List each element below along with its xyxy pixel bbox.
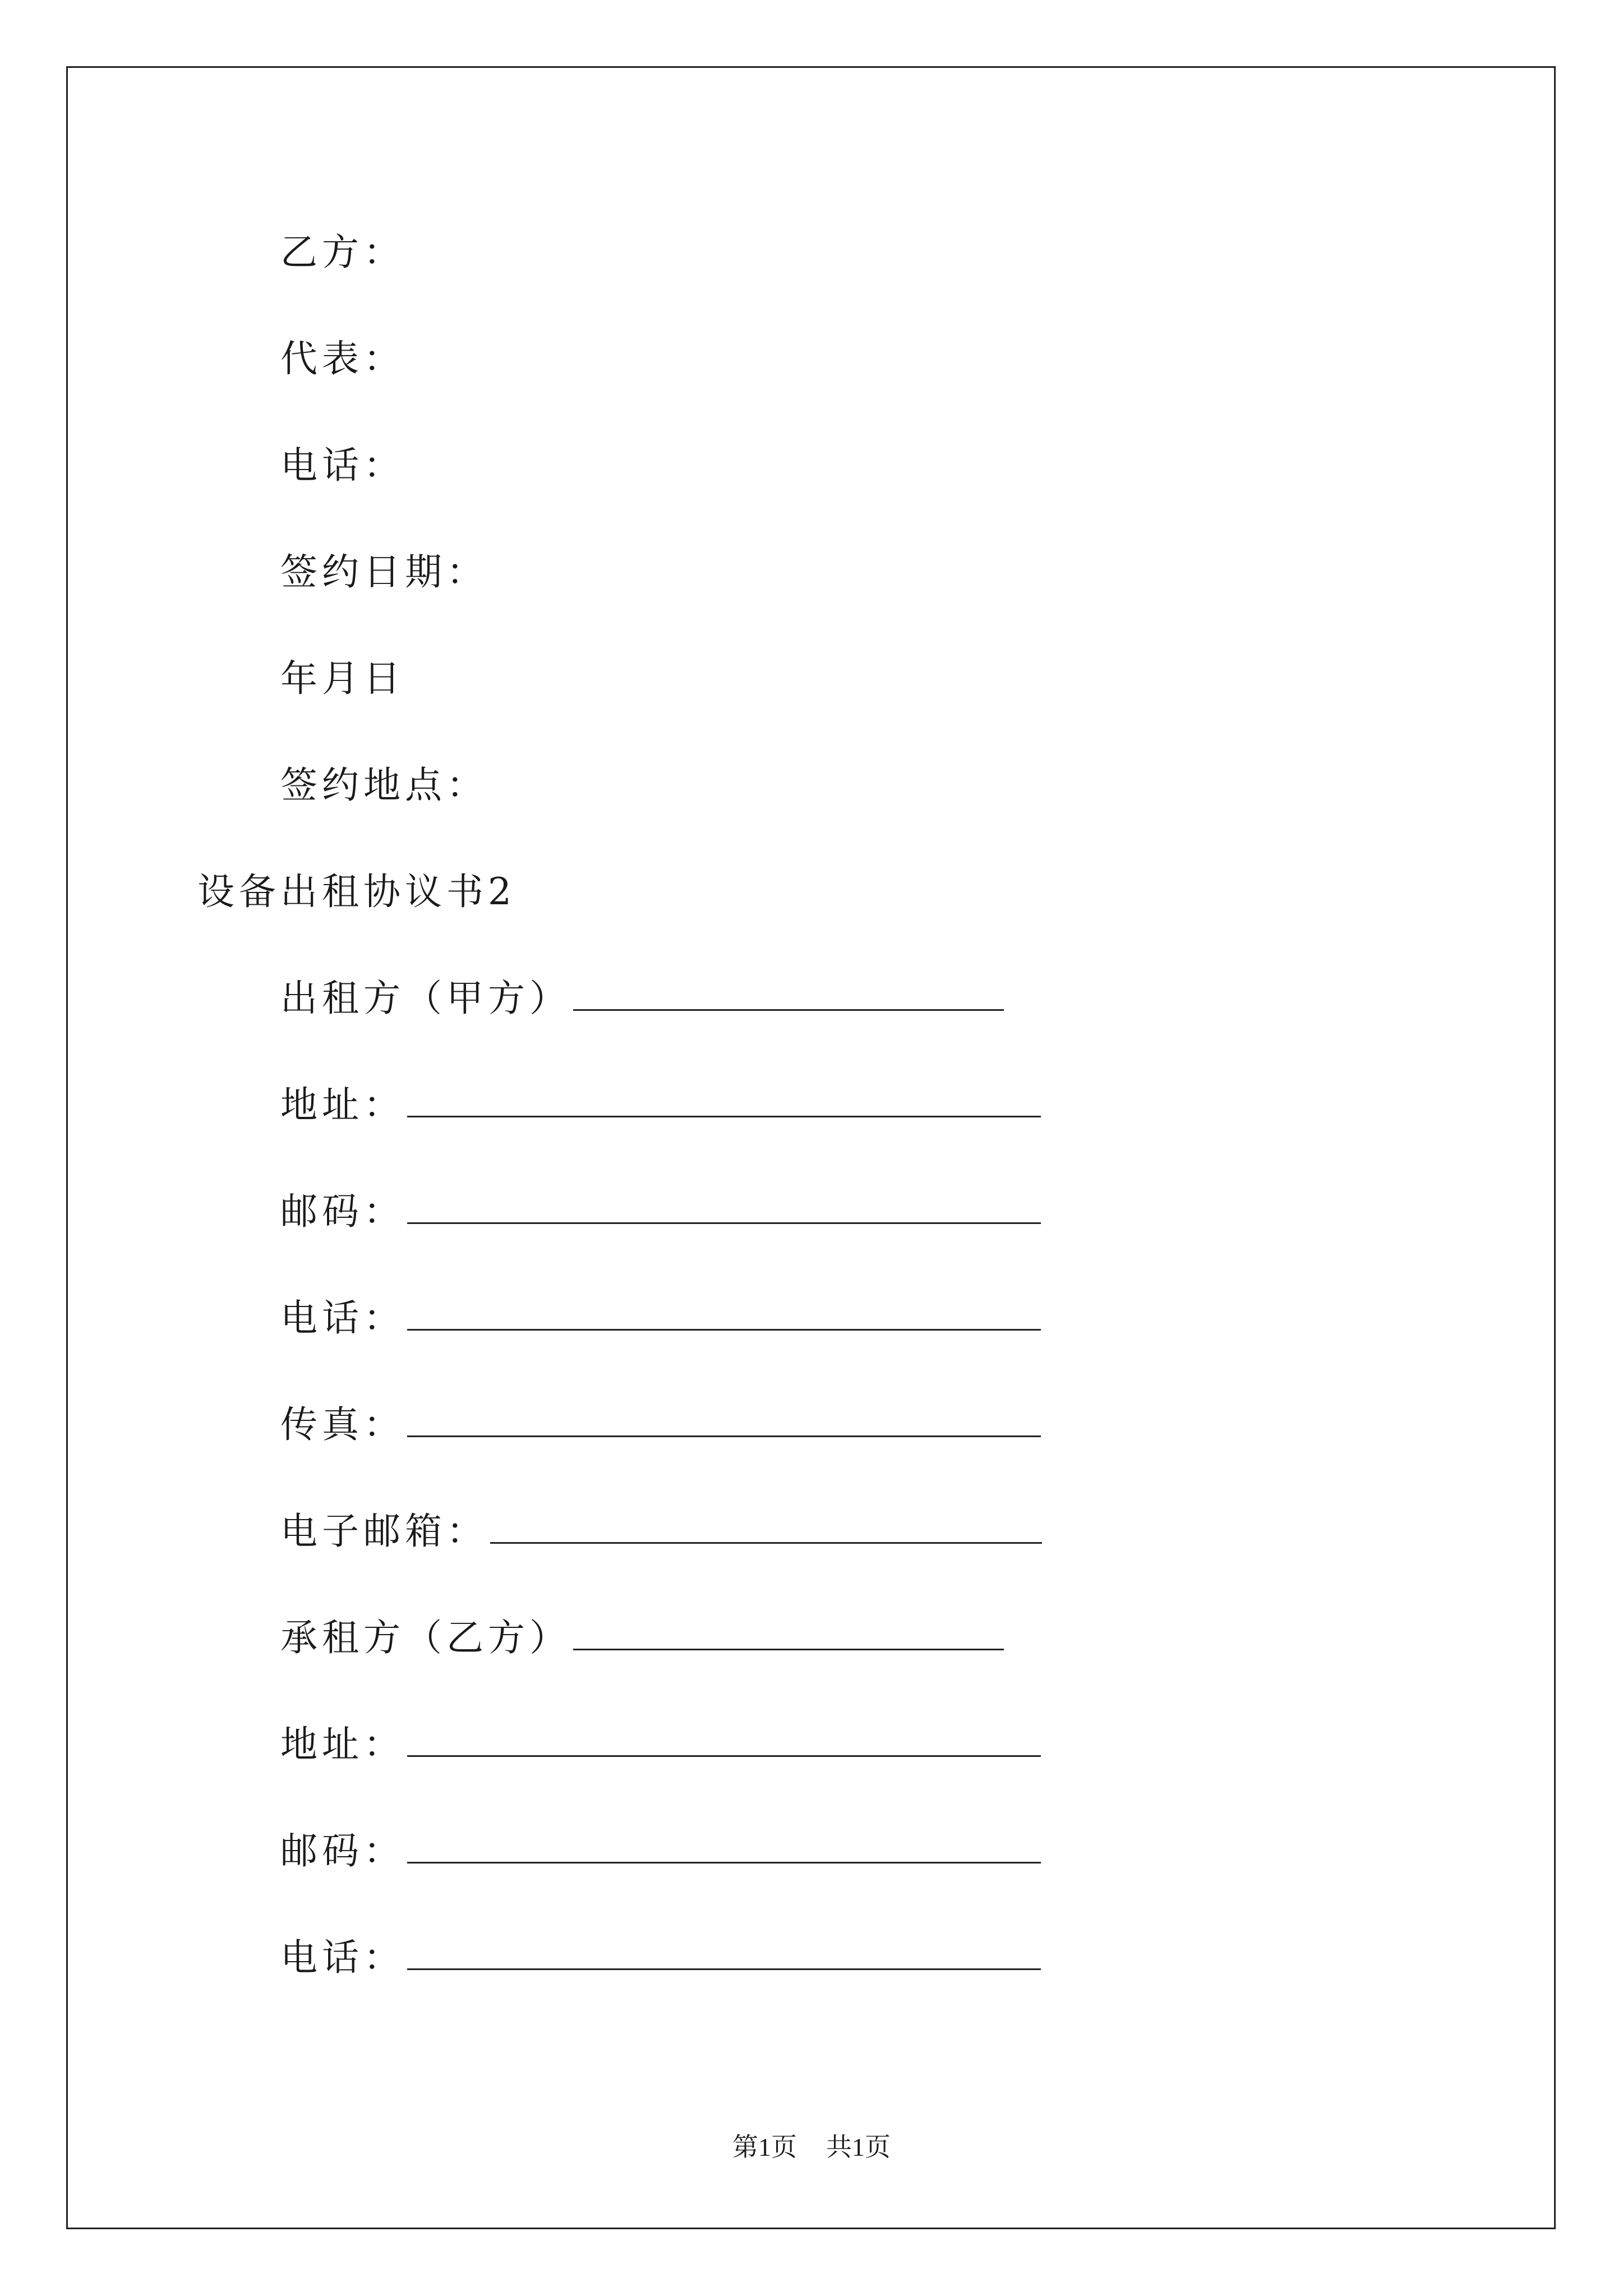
page-border [66, 66, 1556, 2229]
lessor-phone-label: 电话： [280, 1296, 405, 1340]
page-number-current: 第1页 [732, 2133, 797, 2161]
lessee-phone-label: 电话： [280, 1936, 405, 1979]
lessee-address-row [280, 1722, 1041, 1767]
representative-label: 代表： [280, 337, 405, 380]
lessor-blank [573, 978, 1004, 1011]
lessee-blank [573, 1617, 1004, 1650]
lessee-postcode-label: 邮码： [280, 1829, 405, 1872]
lessor-fax-row [280, 1402, 1041, 1447]
lessee-postcode-blank [407, 1830, 1041, 1864]
lessor-fax-blank [407, 1404, 1041, 1437]
lessor-fax-label: 传真： [280, 1403, 405, 1446]
lessee-postcode-row [280, 1829, 1041, 1874]
lessor-label: 出租方（甲方） [280, 977, 571, 1020]
signing-date-label: 签约日期： [280, 550, 488, 593]
phone-label: 电话： [280, 444, 405, 487]
page-number-total: 共1页 [826, 2133, 891, 2161]
lessor-postcode-row [280, 1189, 1041, 1234]
date-line: 年月日 [280, 657, 405, 700]
lessee-phone-blank [407, 1937, 1041, 1970]
lessee-label: 承租方（乙方） [280, 1616, 571, 1659]
signing-place-label: 签约地点： [280, 763, 488, 807]
lessor-email-label: 电子邮箱： [280, 1510, 488, 1553]
agreement-title: 设备出租协议书2 [197, 870, 516, 913]
lessee-phone-row [280, 1935, 1041, 1980]
lessor-phone-row [280, 1296, 1041, 1341]
lessee-address-label: 地址： [280, 1723, 405, 1766]
lessee-row [280, 1616, 1004, 1660]
lessor-email-blank [490, 1511, 1042, 1544]
lessor-email-row [280, 1509, 1042, 1554]
lessor-address-blank [407, 1084, 1041, 1117]
lessor-address-row [280, 1083, 1041, 1128]
lessor-row [280, 976, 1004, 1021]
lessor-address-label: 地址： [280, 1083, 405, 1126]
lessor-phone-blank [407, 1297, 1041, 1331]
party-b-label: 乙方： [280, 231, 405, 274]
page-footer [0, 2132, 1623, 2163]
lessor-postcode-blank [407, 1191, 1041, 1224]
lessor-postcode-label: 邮码： [280, 1190, 405, 1233]
lessee-address-blank [407, 1724, 1041, 1757]
